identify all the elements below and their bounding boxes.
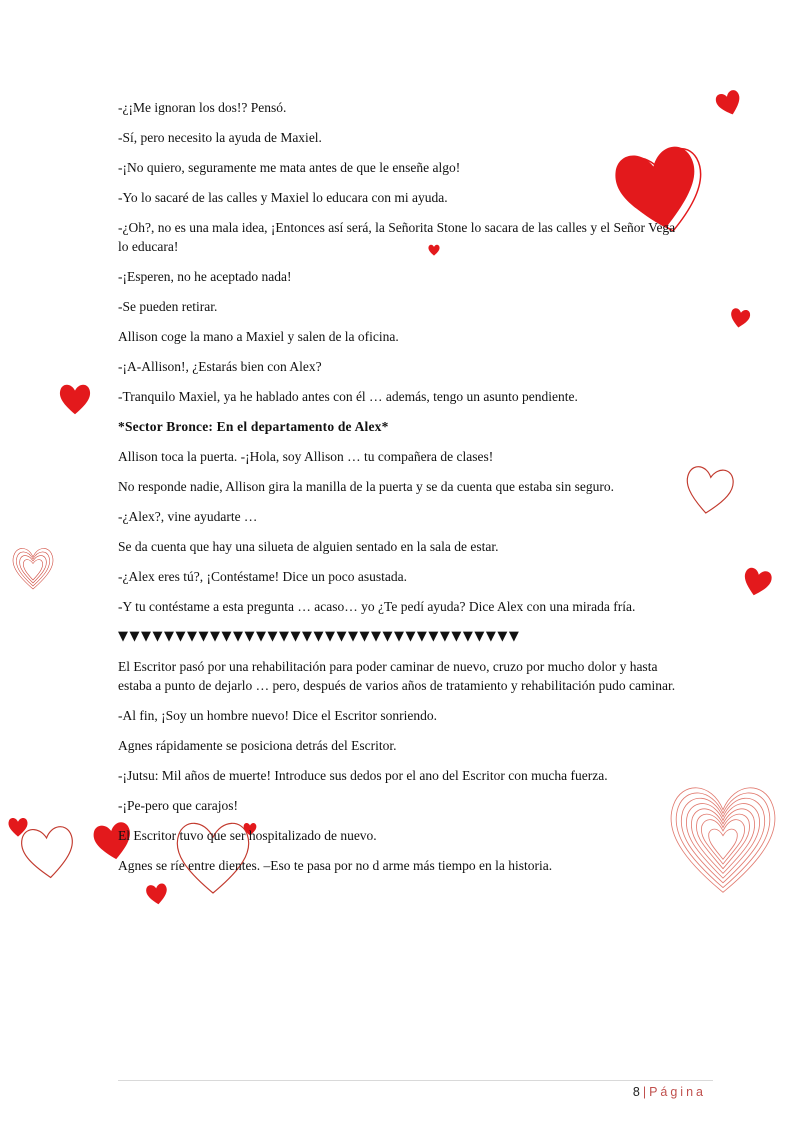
paragraph: -¿Alex?, vine ayudarte … <box>118 509 258 524</box>
heart-icon <box>740 556 774 608</box>
section-divider: ▼▼▼▼▼▼▼▼▼▼▼▼▼▼▼▼▼▼▼▼▼▼▼▼▼▼▼▼▼▼▼▼▼▼▼ <box>118 629 521 644</box>
paragraph: -Y tu contéstame a esta pregunta … acaso… yo ¿Te pedí ayuda? Dice Alex con una mirada fría. <box>118 599 636 614</box>
paragraph: Allison toca la puerta. -¡Hola, soy Allison … tu compañera de clases! <box>118 449 494 464</box>
paragraph: -Tranquilo Maxiel, ya he hablado antes con él … además, tengo un asunto pendiente. <box>118 389 578 404</box>
paragraph: El Escritor tuvo que ser hospitalizado de nuevo. <box>118 828 377 843</box>
footer-separator: | <box>642 1085 647 1099</box>
heart-icon <box>56 372 94 426</box>
paragraph: -¿Alex eres tú?, ¡Contéstame! Dice un poco asustada. <box>118 569 408 584</box>
paragraph: Agnes se ríe entre dientes. –Eso te pasa por no d arme más tiempo en la historia. <box>118 858 553 873</box>
paragraph: -Al fin, ¡Soy un hombre nuevo! Dice el Escritor sonriendo. <box>118 708 438 723</box>
paragraph: -¡Pe-pero que carajos! <box>118 798 238 813</box>
paragraph: Agnes rápidamente se posiciona detrás del Escritor. <box>118 738 397 753</box>
paragraph: -¿Oh?, no es una mala idea, ¡Entonces así será, la Señorita Stone lo sacara de las calles y el Señor Vega lo educara! <box>118 220 676 254</box>
page-number: 8 <box>632 1085 640 1099</box>
paragraph: -¡A-Allison!, ¿Estarás bien con Alex? <box>118 359 322 374</box>
paragraph: -¡Jutsu: Mil años de muerte! Introduce sus dedos por el ano del Escritor con mucha fuerza. <box>118 768 608 783</box>
document-body <box>118 98 678 886</box>
paragraph: El Escritor pasó por una rehabilitación para poder caminar de nuevo, cruzo por mucho dolor y hasta estaba a punto de dejarlo … pero, después de varios años de tratamiento y rehabilitación pudo caminar. <box>118 659 676 693</box>
heart-icon <box>16 800 80 904</box>
footer-divider <box>118 1080 713 1081</box>
scene-heading: *Sector Bronce: En el departamento de Alex* <box>118 419 389 434</box>
paragraph: No responde nadie, Allison gira la manilla de la puerta y se da cuenta que estaba sin seguro. <box>118 479 614 494</box>
paragraph: -¡Esperen, no he aceptado nada! <box>118 269 292 284</box>
paragraph: Se da cuenta que hay una silueta de alguien sentado en la sala de estar. <box>118 539 499 554</box>
page-footer <box>633 1085 706 1099</box>
paragraph: -¿¡Me ignoran los dos!? Pensó. <box>118 100 287 115</box>
heart-icon <box>680 448 738 532</box>
paragraph: Allison coge la mano a Maxiel y salen de la oficina. <box>118 329 399 344</box>
heart-icon <box>664 756 782 920</box>
paragraph: -Yo lo sacaré de las calles y Maxiel lo educara con mi ayuda. <box>118 190 448 205</box>
page-label: Página <box>649 1085 706 1099</box>
paragraph: -¡No quiero, seguramente me mata antes de que le enseñe algo! <box>118 160 461 175</box>
heart-icon <box>728 300 752 336</box>
paragraph: -Se pueden retirar. <box>118 299 218 314</box>
heart-icon <box>714 84 744 122</box>
paragraph: -Sí, pero necesito la ayuda de Maxiel. <box>118 130 322 145</box>
heart-icon <box>8 528 58 608</box>
